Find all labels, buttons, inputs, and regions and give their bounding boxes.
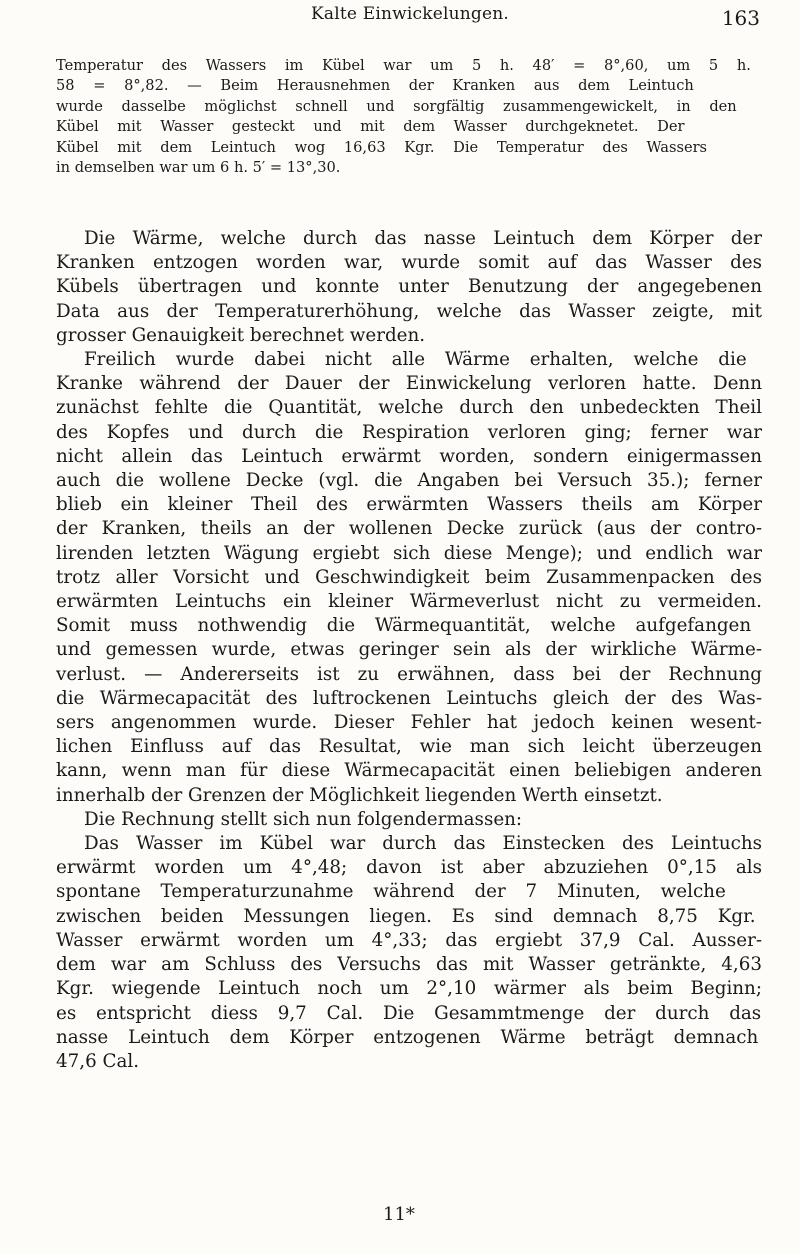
text-line: wurde dasselbe möglichst schnell und sorgfältig zusammengewickelt, in den <box>56 97 737 115</box>
text-line: zunächst fehlte die Quantität, welche durch den unbedeckten Theil <box>56 397 762 419</box>
text-line: Kübel mit dem Leintuch wog 16,63 Kgr. Die Temperatur des Wassers <box>56 138 708 156</box>
paragraph <box>56 227 762 348</box>
text-line: in demselben war um 6 h. 5′ = 13°,30. <box>56 159 341 177</box>
text-line: Kranken entzogen worden war, wurde somit auf das Wasser des <box>56 252 762 274</box>
text-line: auch die wollene Decke (vgl. die Angaben bei Versuch 35.); ferner <box>56 470 762 492</box>
text-line: Kübels übertragen und konnte unter Benutzung der angegebenen <box>56 276 762 298</box>
text-line: zwischen beiden Messungen liegen. Es sind demnach 8,75 Kgr. <box>56 905 756 927</box>
text-line: des Kopfes und durch die Respiration verloren ging; ferner war <box>56 421 762 443</box>
text-line: Wasser erwärmt worden um 4°,33; das ergiebt 37,9 Cal. Ausser- <box>56 929 762 951</box>
text-line: Freilich wurde dabei nicht alle Wärme erhalten, welche die <box>84 349 747 371</box>
text-line: Temperatur des Wassers im Kübel war um 5 h. 48′ = 8°,60, um 5 h. <box>56 57 751 74</box>
text-line: nasse Leintuch dem Körper entzogenen Wärme beträgt demnach <box>56 1026 759 1048</box>
text-line: Die Rechnung stellt sich nun folgendermassen: <box>84 808 523 830</box>
text-line: verlust. — Andererseits ist zu erwähnen, dass bei der Rechnung <box>56 663 762 685</box>
paragraph <box>56 832 762 1074</box>
text-line: lichen Einfluss auf das Resultat, wie man sich leicht überzeugen <box>56 736 762 758</box>
small-print-paragraph <box>56 56 762 178</box>
text-line: Das Wasser im Kübel war durch das Einstecken des Leintuchs <box>84 833 762 855</box>
text-line: und gemessen wurde, etwas geringer sein als der wirkliche Wärme- <box>56 639 762 661</box>
text-line: 58 = 8°,82. — Beim Herausnehmen der Kranken aus dem Leintuch <box>56 77 694 95</box>
running-head <box>60 4 760 36</box>
text-line: erwärmten Leintuchs ein kleiner Wärmeverlust nicht zu vermeiden. <box>56 591 762 613</box>
text-line: Somit muss nothwendig die Wärmequantität, welche aufgefangen <box>56 615 752 637</box>
text-line: Kgr. wiegende Leintuch noch um 2°,10 wärmer als beim Beginn; <box>56 978 762 1000</box>
text-line: Die Wärme, welche durch das nasse Leintuch dem Körper der <box>84 228 762 249</box>
paragraph <box>56 56 762 178</box>
text-line: kann, wenn man für diese Wärmecapacität einen beliebigen anderen <box>56 760 762 782</box>
text-line: sers angenommen wurde. Dieser Fehler hat jedoch keinen wesent- <box>56 712 762 734</box>
text-line: trotz aller Vorsicht und Geschwindigkeit beim Zusammenpacken des <box>56 566 762 588</box>
text-line: dem war am Schluss des Versuchs das mit Wasser getränkte, 4,63 <box>56 954 762 976</box>
text-line: blieb ein kleiner Theil des erwärmten Wassers theils am Körper <box>56 494 762 516</box>
text-line: 47,6 Cal. <box>56 1050 140 1072</box>
signature-mark: 11* <box>383 1204 415 1225</box>
text-line: der Kranken, theils an der wollenen Decke zurück (aus der contro- <box>56 518 762 540</box>
text-line: Kranke während der Dauer der Einwickelung verloren hatte. Denn <box>56 373 762 395</box>
main-text <box>56 227 762 1074</box>
text-line: grosser Genauigkeit berechnet werden. <box>56 324 426 346</box>
running-title: Kalte Einwickelungen. <box>310 4 510 24</box>
text-line: innerhalb der Grenzen der Möglichkeit liegenden Werth einsetzt. <box>56 784 663 806</box>
text-line: die Wärmecapacität des luftrockenen Leintuchs gleich der des Was- <box>56 687 762 709</box>
text-line: nicht allein das Leintuch erwärmt worden, sondern einigermassen <box>56 445 762 467</box>
text-line: erwärmt worden um 4°,48; davon ist aber abzuziehen 0°,15 als <box>56 857 762 879</box>
text-line: Data aus der Temperaturerhöhung, welche das Wasser zeigte, mit <box>56 300 762 322</box>
text-line: Kübel mit Wasser gesteckt und mit dem Wasser durchgeknetet. Der <box>56 118 685 136</box>
page-number: 163 <box>721 6 760 30</box>
text-line: lirenden letzten Wägung ergiebt sich diese Menge); und endlich war <box>56 542 762 564</box>
text-line: spontane Temperaturzunahme während der 7 Minuten, welche <box>56 881 726 903</box>
paragraph <box>56 808 762 832</box>
paragraph <box>56 348 762 808</box>
text-line: es entspricht diess 9,7 Cal. Die Gesammtmenge der durch das <box>56 1002 762 1024</box>
